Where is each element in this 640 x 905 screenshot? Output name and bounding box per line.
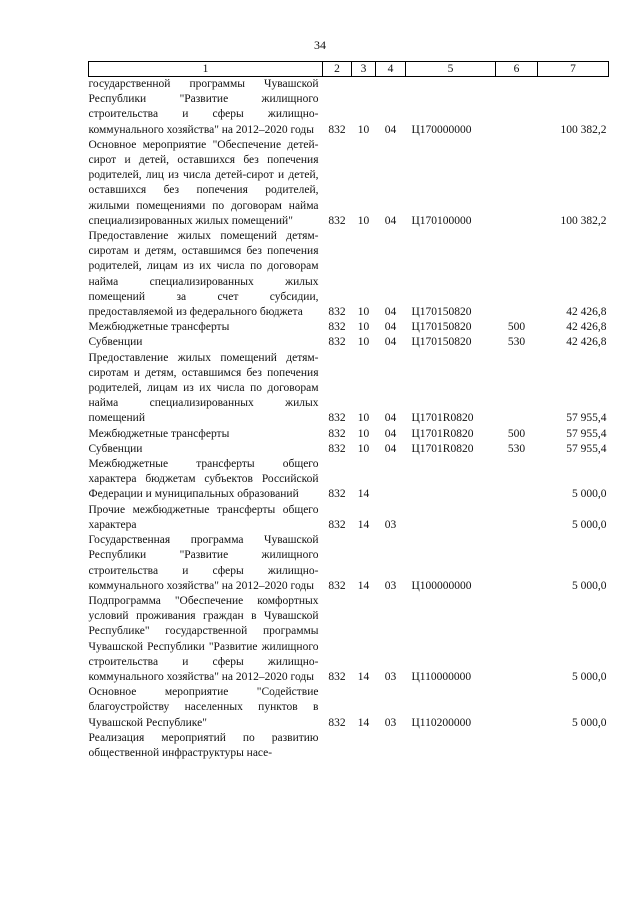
- cell-expense-type: [496, 594, 538, 685]
- cell-expense-type: 500: [507, 427, 526, 440]
- cell-expense-type: 500: [507, 321, 526, 334]
- cell-section: 10: [357, 442, 370, 455]
- cell-section: 14: [357, 716, 370, 729]
- cell-ministry-code: 832: [328, 306, 346, 319]
- cell-ministry-code: 832: [328, 670, 346, 683]
- cell-section: 14: [357, 579, 370, 592]
- cell-section: 10: [357, 412, 370, 425]
- row-name: Основное мероприятие "Содействие благоустройству населенных пунктов в Чувашской Республике": [88, 686, 319, 729]
- cell-subsection: [376, 457, 406, 503]
- cell-target-article: Ц1701R0820: [411, 442, 474, 455]
- row-name: Предоставление жилых помещений детям-сиротам и детям, оставшимся без попечения родителей, лицам из их числа по договорам найма специализированных жилых помещений: [88, 351, 319, 425]
- cell-subsection: 04: [384, 427, 397, 440]
- cell-section: 10: [357, 123, 370, 136]
- cell-target-article: Ц170100000: [411, 214, 472, 227]
- cell-amount: 5 000,0: [572, 579, 607, 592]
- page-number: 34: [314, 38, 326, 52]
- row-name: Межбюджетные трансферты: [88, 427, 230, 440]
- cell-amount: 42 426,8: [566, 321, 607, 334]
- row-name: Предоставление жилых помещений детям-сиротам и детям, оставшимся без попечения родителей, лицам из их числа по договорам найма специализированных жилых помещений за счет субсидии, предоставляемой из федерального бюджета: [88, 230, 319, 319]
- row-name: Прочие межбюджетные трансферты общего характера: [88, 503, 319, 531]
- row-name: Межбюджетные трансферты: [88, 321, 230, 334]
- cell-amount: [538, 731, 609, 761]
- cell-target-article: Ц100000000: [411, 579, 472, 592]
- cell-amount: 42 426,8: [566, 336, 607, 349]
- cell-amount: 100 382,2: [560, 123, 607, 136]
- cell-target-article: Ц1701R0820: [411, 427, 474, 440]
- cell-target-article: Ц170150820: [411, 321, 472, 334]
- cell-amount: 5 000,0: [572, 716, 607, 729]
- cell-section: 10: [357, 336, 370, 349]
- cell-expense-type: [496, 685, 538, 731]
- column-header: 1: [89, 62, 323, 77]
- cell-amount: 5 000,0: [572, 488, 607, 501]
- table-row: [89, 351, 609, 427]
- cell-subsection: 03: [384, 518, 397, 531]
- cell-expense-type: [496, 229, 538, 320]
- row-name: Субвенции: [88, 442, 143, 455]
- cell-ministry-code: 832: [328, 336, 346, 349]
- cell-ministry-code: 832: [328, 579, 346, 592]
- cell-ministry-code: 832: [328, 427, 346, 440]
- table-row: [89, 457, 609, 503]
- cell-ministry-code: 832: [328, 716, 346, 729]
- cell-subsection: 04: [384, 336, 397, 349]
- table-row: [89, 533, 609, 594]
- cell-section: [352, 731, 376, 761]
- cell-target-article: Ц1701R0820: [411, 412, 474, 425]
- cell-subsection: 04: [384, 412, 397, 425]
- cell-ministry-code: 832: [328, 412, 346, 425]
- cell-subsection: 03: [384, 579, 397, 592]
- cell-amount: 57 955,4: [566, 442, 607, 455]
- cell-amount: 42 426,8: [566, 306, 607, 319]
- cell-expense-type: [496, 77, 538, 138]
- column-header: 7: [538, 62, 609, 77]
- table-row: [89, 320, 609, 335]
- cell-target-article: Ц110000000: [411, 670, 472, 683]
- row-name: Межбюджетные трансферты общего характера бюджетам субъектов Российской Федерации и муниципальных образований: [88, 458, 319, 501]
- cell-ministry-code: [323, 731, 352, 761]
- table-row: [89, 503, 609, 533]
- table-row: [89, 335, 609, 350]
- row-name: Подпрограмма "Обеспечение комфортных условий проживания граждан в Чувашской Республике" государственной программы Чувашской Республики "Развитие жилищного строительства и сферы жилищно-коммунального хозяйства" на 2012–2020 годы: [88, 594, 319, 683]
- column-header: 5: [406, 62, 496, 77]
- cell-amount: 57 955,4: [566, 412, 607, 425]
- row-name: Субвенции: [88, 336, 143, 349]
- cell-target-article: [406, 457, 496, 503]
- cell-section: 14: [357, 488, 370, 501]
- cell-expense-type: [496, 138, 538, 229]
- cell-amount: 100 382,2: [560, 214, 607, 227]
- cell-ministry-code: 832: [328, 518, 346, 531]
- row-name: Государственная программа Чувашской Республики "Развитие жилищного строительства и сферы жилищно-коммунального хозяйства" на 2012–2020 годы: [88, 534, 319, 592]
- table-row: [89, 229, 609, 320]
- cell-amount: 5 000,0: [572, 518, 607, 531]
- budget-table: [88, 61, 609, 761]
- table-row: [89, 731, 609, 761]
- cell-section: 10: [357, 321, 370, 334]
- cell-expense-type: [496, 351, 538, 427]
- cell-subsection: 04: [384, 321, 397, 334]
- cell-expense-type: [496, 731, 538, 761]
- column-header: 3: [352, 62, 376, 77]
- table-row: [89, 685, 609, 731]
- column-header: 2: [323, 62, 352, 77]
- column-header: 6: [496, 62, 538, 77]
- cell-subsection: 03: [384, 670, 397, 683]
- cell-amount: 5 000,0: [572, 670, 607, 683]
- cell-subsection: 04: [384, 442, 397, 455]
- cell-expense-type: [496, 457, 538, 503]
- cell-section: 14: [357, 670, 370, 683]
- cell-subsection: [376, 731, 406, 761]
- row-name: Основное мероприятие "Обеспечение детей-сирот и детей, оставшихся без попечения родителей, лиц из числа детей-сирот и детей, оставшихся без попечения родителей, жилыми помещениями по договорам найма специализированных жилых помещений": [88, 138, 319, 227]
- cell-expense-type: [496, 503, 538, 533]
- row-name: Реализация мероприятий по развитию общественной инфраструктуры насе-: [88, 731, 319, 759]
- cell-target-article: [406, 503, 496, 533]
- cell-section: 10: [357, 427, 370, 440]
- cell-expense-type: 530: [507, 442, 526, 455]
- table-row: [89, 138, 609, 229]
- table-body: [89, 77, 609, 762]
- cell-expense-type: [496, 533, 538, 594]
- cell-target-article: [406, 731, 496, 761]
- row-name: государственной программы Чувашской Республики "Развитие жилищного строительства и сферы жилищно-коммунального хозяйства" на 2012–2020 годы: [88, 78, 319, 136]
- cell-ministry-code: 832: [328, 123, 346, 136]
- table-row: [89, 77, 609, 138]
- table-row: [89, 594, 609, 685]
- cell-target-article: Ц110200000: [411, 716, 472, 729]
- cell-ministry-code: 832: [328, 321, 346, 334]
- cell-subsection: 04: [384, 306, 397, 319]
- table-row: [89, 442, 609, 457]
- table-row: [89, 427, 609, 442]
- cell-section: 14: [357, 518, 370, 531]
- column-header: 4: [376, 62, 406, 77]
- cell-ministry-code: 832: [328, 442, 346, 455]
- cell-subsection: 04: [384, 214, 397, 227]
- cell-subsection: 04: [384, 123, 397, 136]
- cell-ministry-code: 832: [328, 214, 346, 227]
- table-header-row: [89, 62, 609, 77]
- cell-amount: 57 955,4: [566, 427, 607, 440]
- cell-section: 10: [357, 306, 370, 319]
- cell-target-article: Ц170150820: [411, 336, 472, 349]
- cell-target-article: Ц170150820: [411, 306, 472, 319]
- cell-subsection: 03: [384, 716, 397, 729]
- cell-expense-type: 530: [507, 336, 526, 349]
- cell-ministry-code: 832: [328, 488, 346, 501]
- cell-section: 10: [357, 214, 370, 227]
- cell-target-article: Ц170000000: [411, 123, 472, 136]
